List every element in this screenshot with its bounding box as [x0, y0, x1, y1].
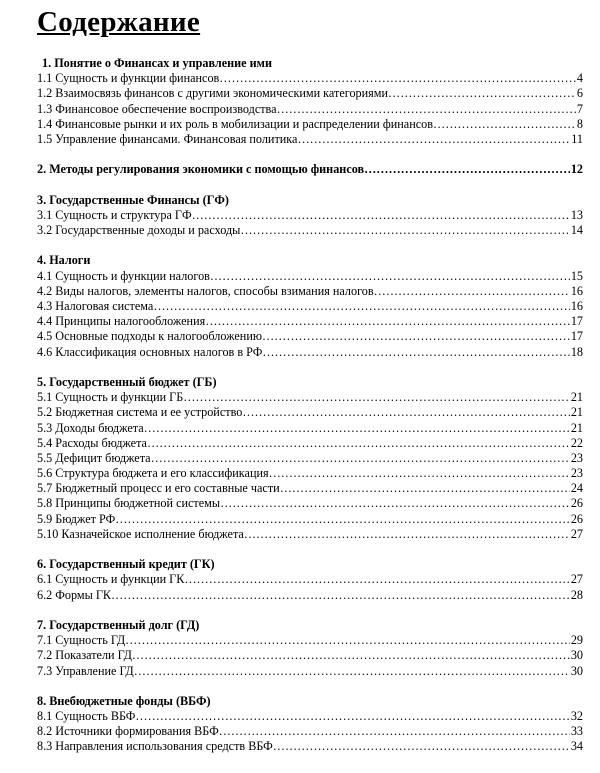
page-number: 16	[570, 283, 583, 298]
toc-entry[interactable]	[37, 223, 583, 238]
dot-leader	[262, 345, 569, 360]
toc-entry[interactable]	[37, 71, 583, 86]
dot-leader	[273, 739, 570, 754]
toc-entry-label: 4.5 Основные подходы к налогообложению	[37, 329, 262, 344]
toc-entry[interactable]	[37, 633, 583, 648]
toc-entry[interactable]	[37, 527, 583, 542]
page-number: 33	[570, 724, 583, 739]
page-number: 21	[570, 390, 583, 405]
page-number: 32	[570, 709, 583, 724]
dot-leader	[144, 421, 570, 436]
toc-entry[interactable]	[37, 724, 583, 739]
toc-entry[interactable]	[37, 436, 583, 451]
dot-leader	[125, 633, 570, 648]
toc-entry-label: 4.4 Принципы налогообложения	[37, 314, 206, 329]
toc-entry-label: 6.2 Формы ГК	[37, 587, 112, 602]
toc-entry-label: 5.6 Структура бюджета и его классификация	[37, 466, 269, 481]
toc-entry[interactable]	[37, 451, 583, 466]
toc-entry-label: 1.5 Управление финансами. Финансовая политика	[37, 131, 298, 146]
page-number: 12	[570, 162, 583, 177]
toc-entry[interactable]	[37, 102, 583, 117]
toc-entry[interactable]	[37, 496, 583, 511]
toc-entry[interactable]	[37, 132, 583, 147]
toc-entry[interactable]	[37, 739, 583, 754]
page-number: 26	[570, 496, 583, 511]
page-number: 8	[576, 116, 583, 131]
toc-entry[interactable]	[37, 208, 583, 223]
page-number: 34	[570, 739, 583, 754]
toc-entry-label: 5.1 Сущность и функции ГБ	[37, 390, 184, 405]
section-heading[interactable]	[37, 375, 583, 390]
toc-entry-label: 5.7 Бюджетный процесс и его составные части	[37, 481, 280, 496]
toc-entry[interactable]	[37, 86, 583, 101]
page-number: 4	[576, 71, 583, 86]
page-number: 22	[570, 435, 583, 450]
dot-leader	[374, 284, 570, 299]
dot-leader	[388, 86, 576, 101]
page-number: 28	[570, 587, 583, 602]
page-number: 7	[576, 101, 583, 116]
toc-entry-label: 1.3 Финансовое обеспечение воспроизводства	[37, 101, 277, 116]
toc-entry-label: 5.5 Дефицит бюджета	[37, 450, 151, 465]
dot-leader	[280, 481, 570, 496]
dot-leader	[135, 709, 569, 724]
page-number: 24	[570, 481, 583, 496]
toc-entry[interactable]	[37, 329, 583, 344]
dot-leader	[210, 269, 570, 284]
section-heading[interactable]	[37, 193, 583, 208]
dot-leader	[220, 496, 570, 511]
toc-section	[37, 193, 583, 239]
toc-entry[interactable]	[37, 512, 583, 527]
toc-entry-label: 8.1 Сущность ВБФ	[37, 709, 136, 724]
page-number: 26	[570, 511, 583, 526]
toc-section	[37, 375, 583, 542]
toc-section	[37, 253, 583, 359]
section-heading-label: 7. Государственный долг (ГД)	[37, 617, 200, 632]
dot-leader	[433, 117, 576, 132]
section-heading[interactable]	[37, 56, 583, 71]
page-number: 18	[570, 344, 583, 359]
dot-leader	[153, 299, 569, 314]
dot-leader	[244, 527, 570, 542]
toc-entry[interactable]	[37, 284, 583, 299]
page-number: 30	[570, 663, 583, 678]
section-heading-label: 1. Понятие о Финансах и управление ими	[42, 56, 272, 70]
dot-leader	[262, 329, 570, 344]
toc-entry-label: 5.2 Бюджетная система и ее устройство	[37, 405, 243, 420]
dot-leader	[205, 314, 570, 329]
table-of-contents	[37, 56, 583, 770]
dot-leader	[297, 132, 570, 147]
toc-entry-label: 4.1 Сущность и функции налогов	[37, 268, 210, 283]
toc-entry-label: 7.1 Сущность ГД	[37, 633, 126, 648]
toc-entry[interactable]	[37, 481, 583, 496]
dot-leader	[219, 724, 570, 739]
toc-entry[interactable]	[37, 709, 583, 724]
toc-entry-label: 7.2 Показатели ГД	[37, 648, 132, 663]
dot-leader	[240, 223, 569, 238]
dot-leader	[184, 572, 569, 587]
toc-entry[interactable]	[37, 572, 583, 587]
section-heading-label: 2. Методы регулирования экономики с помощью финансов	[37, 162, 365, 177]
dot-leader	[151, 451, 570, 466]
toc-entry[interactable]	[37, 466, 583, 481]
toc-entry[interactable]	[37, 314, 583, 329]
toc-entry-label: 5.10 Казначейское исполнение бюджета	[37, 526, 244, 541]
toc-entry-label: 3.2 Государственные доходы и расходы	[37, 223, 241, 238]
page-number: 17	[570, 329, 583, 344]
toc-entry-label: 8.3 Направления использования средств ВБФ	[37, 739, 273, 754]
toc-section	[37, 162, 583, 177]
section-heading[interactable]	[37, 694, 583, 709]
toc-entry[interactable]	[37, 299, 583, 314]
page-number: 21	[570, 405, 583, 420]
section-heading[interactable]	[37, 557, 583, 572]
toc-section	[37, 694, 583, 755]
section-heading-label: 6. Государственный кредит (ГК)	[37, 557, 215, 572]
page-number: 21	[570, 420, 583, 435]
toc-section	[37, 557, 583, 603]
page-number: 11	[571, 131, 583, 146]
section-heading-label: 4. Налоги	[37, 253, 91, 268]
dot-leader	[115, 512, 570, 527]
dot-leader	[183, 390, 570, 405]
page-number: 27	[570, 526, 583, 541]
toc-section	[37, 618, 583, 679]
section-heading-label: 3. Государственные Финансы (ГФ)	[37, 192, 229, 207]
toc-section	[37, 56, 583, 147]
toc-entry[interactable]	[37, 648, 583, 663]
page-number: 15	[570, 268, 583, 283]
toc-entry-label: 4.6 Классификация основных налогов в РФ	[37, 344, 263, 359]
toc-entry-label: 4.3 Налоговая система	[37, 299, 154, 313]
section-heading-label: 8. Внебюджетные фонды (ВБФ)	[37, 693, 211, 708]
dot-leader	[269, 466, 570, 481]
dot-leader	[192, 208, 570, 223]
dot-leader	[242, 405, 569, 420]
toc-entry-label: 5.9 Бюджет РФ	[37, 511, 116, 526]
toc-entry[interactable]	[37, 390, 583, 405]
toc-entry[interactable]	[37, 117, 583, 132]
toc-entry[interactable]	[37, 269, 583, 284]
toc-entry-label: 1.1 Сущность и функции финансов	[37, 71, 220, 86]
toc-entry[interactable]	[37, 664, 583, 679]
dot-leader	[132, 648, 570, 663]
dot-leader	[364, 162, 570, 177]
toc-entry-label: 6.1 Сущность и функции ГК	[37, 572, 185, 587]
section-heading[interactable]	[37, 253, 583, 268]
section-heading[interactable]	[37, 618, 583, 633]
toc-entry-label: 7.3 Управление ГД	[37, 663, 134, 678]
dot-leader	[111, 588, 570, 603]
toc-entry-label: 1.2 Взаимосвязь финансов с другими экономическими категориями	[37, 86, 388, 101]
toc-entry[interactable]	[37, 421, 583, 436]
section-heading[interactable]	[37, 162, 583, 177]
toc-entry[interactable]	[37, 405, 583, 420]
toc-entry[interactable]	[37, 345, 583, 360]
page-number: 13	[570, 207, 583, 222]
section-heading-label: 5. Государственный бюджет (ГБ)	[37, 374, 217, 389]
dot-leader	[134, 664, 570, 679]
page-number: 30	[570, 648, 583, 663]
dot-leader	[147, 436, 570, 451]
toc-entry-label: 5.8 Принципы бюджетной системы	[37, 496, 221, 511]
dot-leader	[219, 71, 576, 86]
page-title: Содержание	[37, 6, 201, 38]
page-number: 6	[576, 86, 583, 101]
page-number: 23	[570, 466, 583, 481]
page-number: 27	[570, 572, 583, 587]
toc-entry-label: 5.3 Доходы бюджета	[37, 420, 144, 435]
page-number: 17	[570, 314, 583, 329]
toc-entry-label: 1.4 Финансовые рынки и их роль в мобилизации и распределении финансов	[37, 116, 433, 131]
toc-entry-label: 4.2 Виды налогов, элементы налогов, способы взимания налогов	[37, 283, 374, 298]
toc-entry[interactable]	[37, 588, 583, 603]
toc-entry-label: 3.1 Сущность и структура ГФ	[37, 207, 192, 222]
page-number: 14	[570, 223, 583, 238]
page-number: 16	[570, 299, 583, 313]
dot-leader	[277, 102, 576, 117]
page-number: 29	[570, 633, 583, 648]
page-number: 23	[570, 450, 583, 465]
toc-entry-label: 5.4 Расходы бюджета	[37, 435, 147, 450]
toc-entry-label: 8.2 Источники формирования ВБФ	[37, 724, 219, 739]
